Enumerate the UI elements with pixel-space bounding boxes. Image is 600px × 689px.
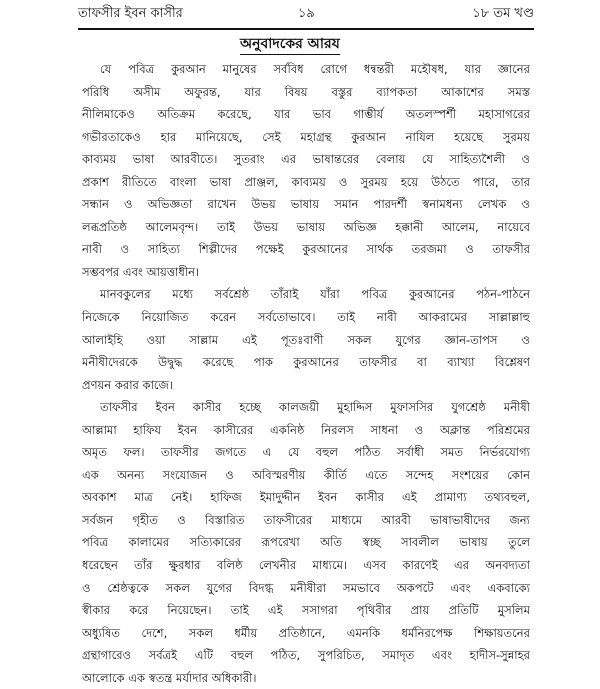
text-line: নীলিমাকেও অতিক্রম করেছে, যার ভাব গাম্ভীর্য অতলস্পর্শী মহাসাগরের: [82, 107, 530, 122]
text-line: তাফসীর ইবন কাসীর হচ্ছে কালজয়ী মুহাদ্দিস মুফাসসির যুগশ্রেষ্ঠ মনীষী: [100, 400, 530, 415]
text-line: মনীষীদেরকে উদ্বুদ্ধ করেছে পাক কুরআনের তাফসীর বা ব্যাখ্যা বিশ্লেষণ: [82, 355, 530, 370]
page-number: ১৯: [298, 6, 315, 21]
text-line: সম্ভবপর এবং আয়ত্তাধীন।: [82, 264, 200, 279]
text-line: পরিধি অসীম অফুরন্ত, যার বিষয় বস্তুর ব্যাপকতা আকাশের সমস্ত: [82, 84, 530, 99]
text-line: নাবী ও সাহিত্য শিল্পীদের পক্ষেই কুরআনের সার্থক তরজমা ও তাফসীর: [82, 242, 530, 257]
text-line: পবিত্র কালামের সত্যিকারের রূপরেখা অতি স্বচ্ছ সাবলীল ভাষায় তুলে: [82, 535, 530, 550]
text-line: গভীরতাকেও হার মানিয়েছে, সেই মহাগ্রন্থ কুরআন নাযিল হয়েছে সুরময়: [82, 129, 530, 144]
text-line: অধ্যুষিত দেশে, সকল ধর্মীয় প্রতিষ্ঠানে, এমনকি ধর্মনিরপেক্ষ শিক্ষায়তনের: [82, 625, 530, 640]
text-line: প্রণয়ন করার কাজে।: [82, 377, 173, 392]
volume-label: ১৮ তম খণ্ড: [472, 6, 534, 21]
text-line: আলোকে এক স্বতন্ত্র মর্যাদার অধিকারী।: [82, 670, 257, 685]
body-text: [82, 58, 530, 689]
text-line: অমৃত ফল। তাফসীর জগতে এ যে বহুল পঠিত সর্বাধী সমত নির্ভরযোগ্য: [82, 445, 530, 460]
text-line: নিজেকে নিয়োজিত করেন সর্বতোভাবে। তাই নাবী আকরামের সাল্লাল্লাহু: [82, 310, 530, 325]
running-header: [78, 4, 534, 24]
text-line: গ্রন্থাগারেও সর্বত্রই এটি বহুল পঠিত, সুপরিচিত, সমাদৃত এবং হাদীস-সুন্নাহর: [82, 648, 530, 663]
text-line: প্রকাশ রীতিতে বাংলা ভাষা প্রাঞ্জল, কাব্যময় ও সুরময় হয়ে উঠতে পারে, তার: [82, 174, 530, 189]
text-line: আল্লামা হাফিয ইবন কাসীরের একনিষ্ঠ নিরলস সাধনা ও অক্লান্ত পরিশ্রমের: [82, 422, 530, 437]
text-line: লব্ধপ্রতিষ্ঠ আলেমবৃন্দ। তাই উভয় ভাষায় অভিজ্ঞ হক্কানী আলেম, নায়েবে: [82, 219, 530, 234]
text-line: মানবকুলের মধ্যে সর্বশ্রেষ্ঠ তাঁরাই যাঁরা পবিত্র কুরআনের পঠন-পাঠনে: [100, 287, 530, 302]
book-title: তাফসীর ইবন কাসীর: [78, 6, 183, 21]
section-title: অনুবাদকের আরয: [240, 34, 340, 55]
text-line: ও শ্রেষ্ঠত্বকে সকল যুগের বিদগ্ধ মনীষীরা সমভাবে অকপটে এবং একবাক্যে: [82, 580, 530, 595]
text-line: অবকাশ মাত্র নেই। হাফিজ ইমাদুদ্দীন ইবন কাসীর এই প্রামাণ্য তথ্যবহুল,: [82, 490, 530, 505]
text-line: যে পবিত্র কুরআন মানুষের সর্ববিধ রোগে ধন্বন্তরী মহৌষধ, যার জ্ঞানের: [100, 62, 530, 76]
header-rule: [78, 28, 534, 30]
text-line: সন্ধান ও অভিজ্ঞতা রাখেন উভয় ভাষায় সমান পারদর্শী স্বনামধন্য লেখক ও: [82, 197, 530, 212]
text-line: আলাইহি ওয়া সাল্লাম এই পূতঃবাণী সকল যুগের জ্ঞান-তাপস ও: [82, 332, 530, 347]
text-line: সর্বজন গৃহীত ও বিস্তারিত তাফসীরের মাধ্যমে আরবী ভাষাভাষীদের জন্য: [82, 512, 530, 527]
text-line: এক অনন্য সংযোজন ও অবিস্মরণীয় কীর্তি এতে সন্দেহ সংশয়ের কোন: [82, 467, 530, 482]
text-line: স্বীকার করে নিয়েছেন। তাই এই সসাগরা পৃথিবীর প্রায় প্রতিটি মুসলিম: [82, 603, 530, 618]
text-line: ধরেছেন তাঁর ক্ষুরধার বলিষ্ঠ লেখনীর মাধ্যমে। এসব কারণেই এর অনবদ্যতা: [82, 558, 530, 573]
text-line: কাব্যময় ভাষা আরবীতে। সুতরাং এর ভাষান্তরের বেলায় যে সাহিত্যশৈলী ও: [82, 152, 530, 167]
